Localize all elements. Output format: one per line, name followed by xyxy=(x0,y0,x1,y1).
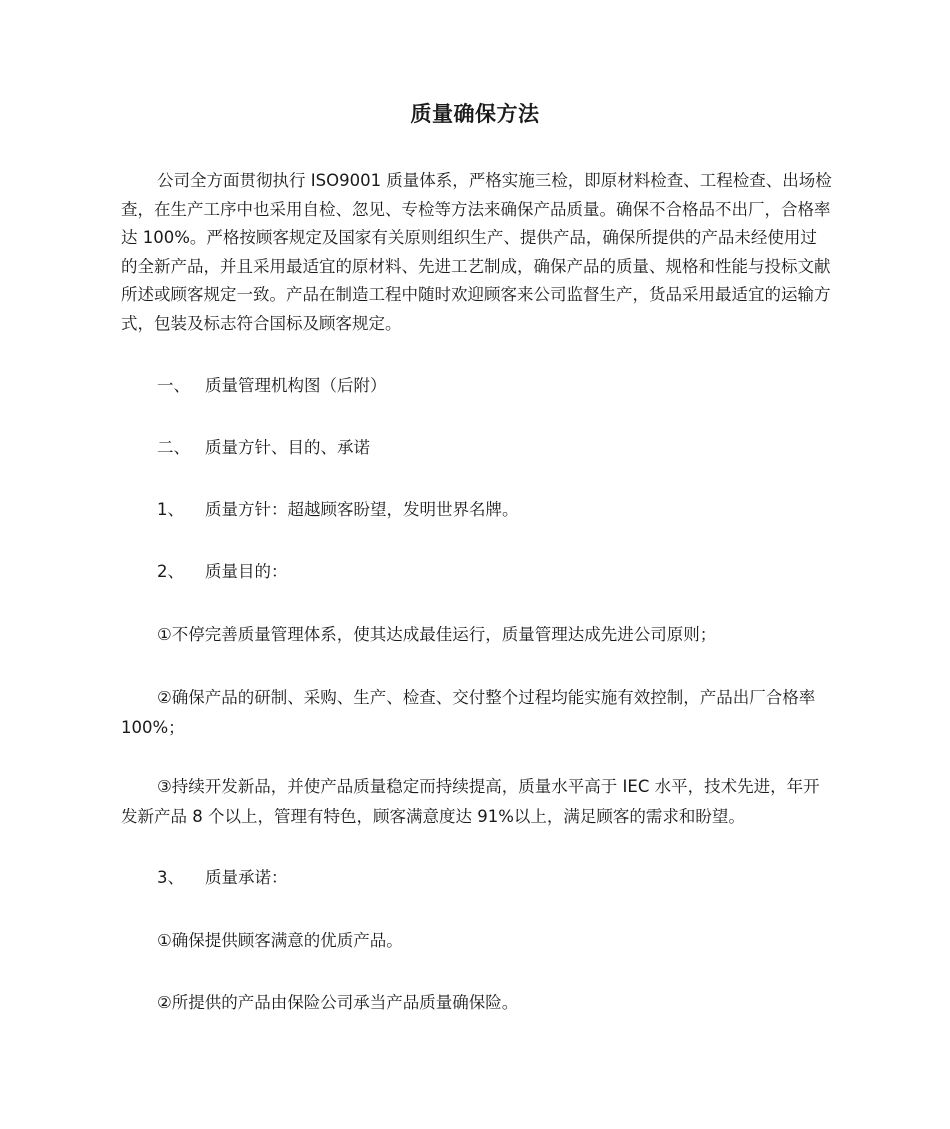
section-number: 一、 xyxy=(157,376,190,395)
promise-1: ①确保提供顾客满意的优质产品。 xyxy=(157,931,403,950)
item-number: 1、 xyxy=(157,500,184,519)
section-heading-2 xyxy=(157,434,370,462)
section-text: 质量方针、目的、承诺 xyxy=(205,438,370,457)
page-title: 质量确保方法 xyxy=(410,102,540,126)
section-heading-1 xyxy=(157,372,387,400)
list-item-3 xyxy=(157,864,288,892)
intro-paragraph: 公司全方面贯彻执行 ISO9001 质量体系，严格实施三检，即原材料检查、工程检查、出场检查，在生产工序中也采用自检、忽见、专检等方法来确保产品质量。确保不合格品不出厂，合格率达 100%。严格按顾客规定及国家有关原则组织生产、提供产品，确保所提供的产品未经使用过的全新产品，并且采用最适宜的原材料、先进工艺制成，确保产品的质量、规格和性能与投标文献所述或顾客规定一致。产品在制造工程中随时欢迎顾客来公司监督生产，货品采用最适宜的运输方式，包装及标志符合国标及顾客规定。 xyxy=(121,171,832,333)
list-item-1 xyxy=(157,496,519,524)
goal-3: ③持续开发新品，并使产品质量稳定而持续提高，质量水平高于 IEC 水平，技术先进，年开发新产品 8 个以上，管理有特色，顾客满意度达 91%以上，满足顾客的需求和盼望。 xyxy=(121,777,820,826)
goal-1: ①不停完善质量管理体系，使其达成最佳运行，质量管理达成先进公司原则； xyxy=(157,625,717,644)
promise-2: ②所提供的产品由保险公司承当产品质量确保险。 xyxy=(157,993,519,1012)
item-text: 质量目的： xyxy=(205,562,288,581)
goal-2: ②确保产品的研制、采购、生产、检查、交付整个过程均能实施有效控制，产品出厂合格率 100%； xyxy=(121,688,816,737)
section-text: 质量管理机构图（后附） xyxy=(205,376,387,395)
list-item-2 xyxy=(157,558,288,586)
section-number: 二、 xyxy=(157,438,190,457)
item-text: 质量方针：超越顾客盼望，发明世界名牌。 xyxy=(205,500,519,519)
item-number: 2、 xyxy=(157,562,184,581)
item-text: 质量承诺： xyxy=(205,868,288,887)
item-number: 3、 xyxy=(157,868,184,887)
